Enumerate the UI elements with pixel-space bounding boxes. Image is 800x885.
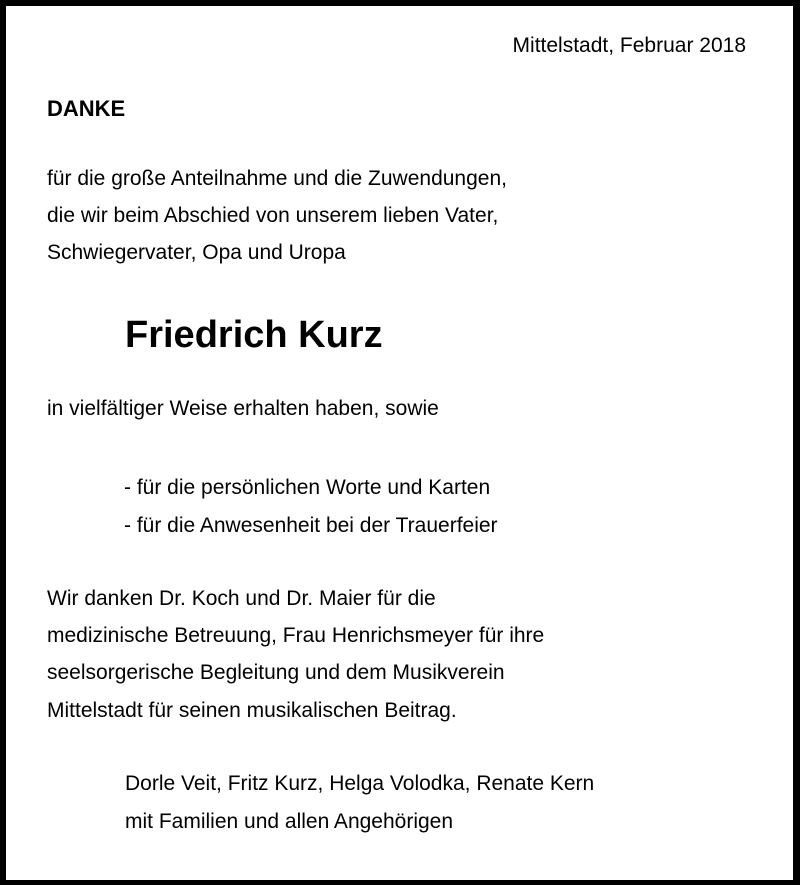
thanks-line: Mittelstadt für seinen musikalischen Beitrag. (47, 699, 457, 722)
thanks-line: Wir danken Dr. Koch und Dr. Maier für die (47, 587, 436, 610)
thanks-line: medizinische Betreuung, Frau Henrichsmeyer für ihre (47, 624, 545, 647)
signature-line: Dorle Veit, Fritz Kurz, Helga Volodka, Renate Kern (125, 772, 595, 795)
bullet-item: - für die persönlichen Worte und Karten (124, 476, 491, 499)
place-date: Mittelstadt, Februar 2018 (512, 34, 746, 57)
deceased-name: Friedrich Kurz (125, 314, 383, 356)
signature-line: mit Familien und allen Angehörigen (125, 810, 454, 833)
bullet-item: - für die Anwesenheit bei der Trauerfeier (124, 514, 498, 537)
received-line: in vielfältiger Weise erhalten haben, sowie (47, 397, 439, 420)
heading: DANKE (47, 96, 126, 121)
intro-line: die wir beim Abschied von unserem lieben Vater, (47, 204, 499, 227)
thanks-line: seelsorgerische Begleitung und dem Musikverein (47, 661, 505, 684)
intro-line: Schwiegervater, Opa und Uropa (47, 241, 346, 264)
intro-line: für die große Anteilnahme und die Zuwendungen, (47, 167, 507, 190)
